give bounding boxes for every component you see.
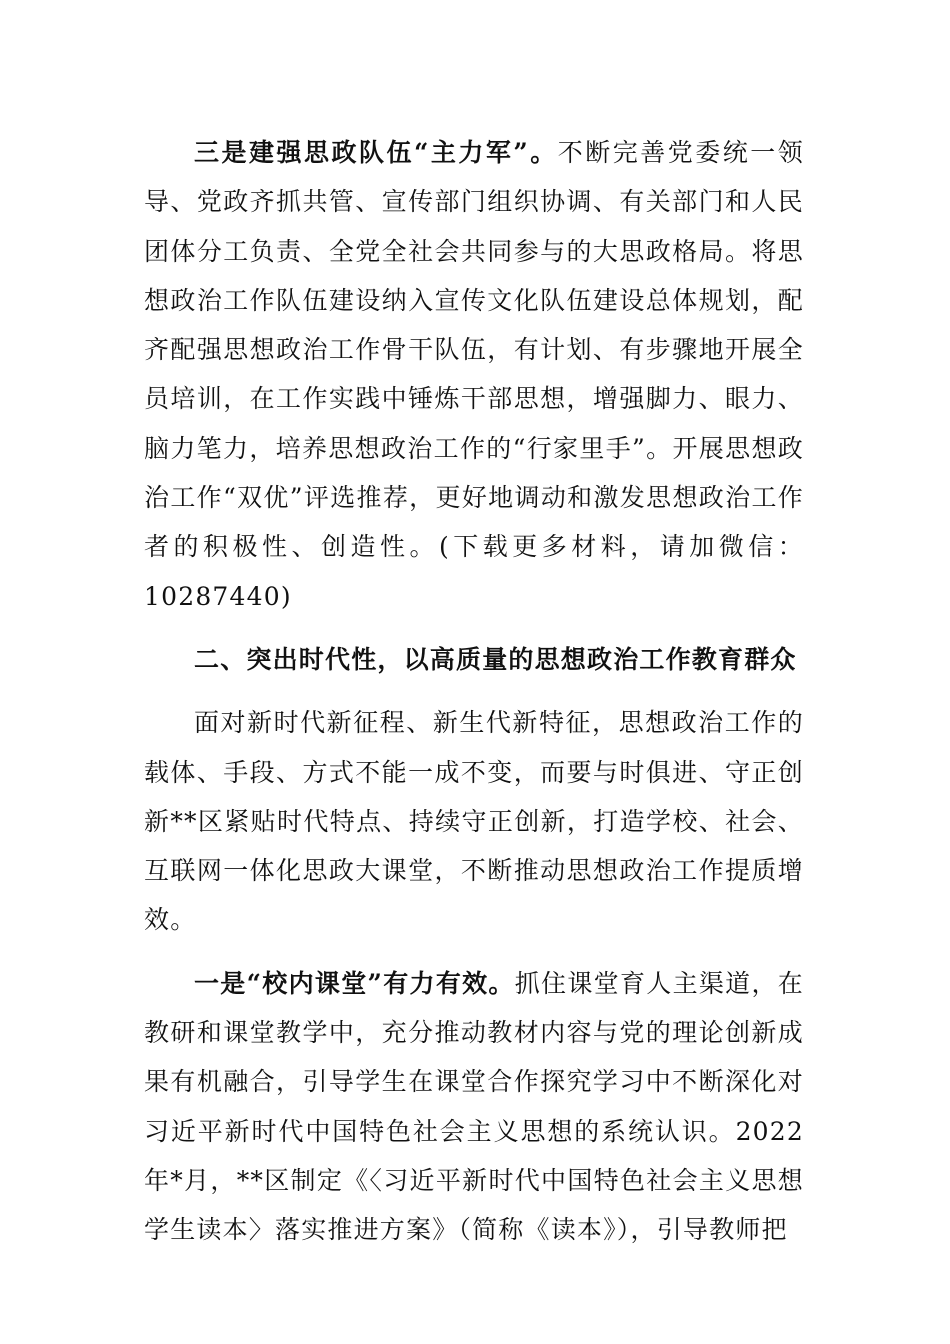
paragraph-team-building	[144, 128, 804, 621]
document-body	[144, 128, 804, 1255]
paragraph-intro: 面对新时代新征程、新生代新特征，思想政治工作的载体、手段、方式不能一成不变，而要与时俱进、守正创新**区紧贴时代特点、持续守正创新，打造学校、社会、互联网一体化思政大课堂，不断推动思想政治工作提质增效。	[144, 708, 804, 935]
paragraph-spacer	[144, 621, 804, 635]
paragraph-spacer	[144, 684, 804, 698]
paragraph-text: 不断完善党委统一领导、党政齐抓共管、宣传部门组织协调、有关部门和人民团体分工负责、全党全社会共同参与的大思政格局。将思想政治工作队伍建设纳入宣传文化队伍建设总体规划，配齐配强思想政治工作骨干队伍，有计划、有步骤地开展全员培训，在工作实践中锤炼干部思想，增强脚力、眼力、脑力笔力，培养思想政治工作的“行家里手”。开展思想政治工作“双优”评选推荐，更好地调动和激发思想政治工作者的积极性、创造性。(下载更多材料，请加微信：10287440)	[144, 138, 804, 611]
section-heading: 二、突出时代性，以高质量的思想政治工作教育群众	[194, 644, 797, 674]
paragraph-text: 抓住课堂育人主渠道，在教研和课堂教学中，充分推动教材内容与党的理论创新成果有机融合，引导学生在课堂合作探究学习中不断深化对习近平新时代中国特色社会主义思想的系统认识。2022年*月，**区制定《〈习近平新时代中国特色社会主义思想学生读本〉落实推进方案》（简称《读本》），引导教师把	[144, 968, 804, 1245]
paragraph-lead: 三是建强思政队伍“主力军”。	[194, 138, 558, 167]
paragraph-lead: 一是“校内课堂”有力有效。	[194, 968, 515, 998]
paragraph-classroom	[144, 959, 804, 1255]
paragraph-spacer	[144, 945, 804, 959]
